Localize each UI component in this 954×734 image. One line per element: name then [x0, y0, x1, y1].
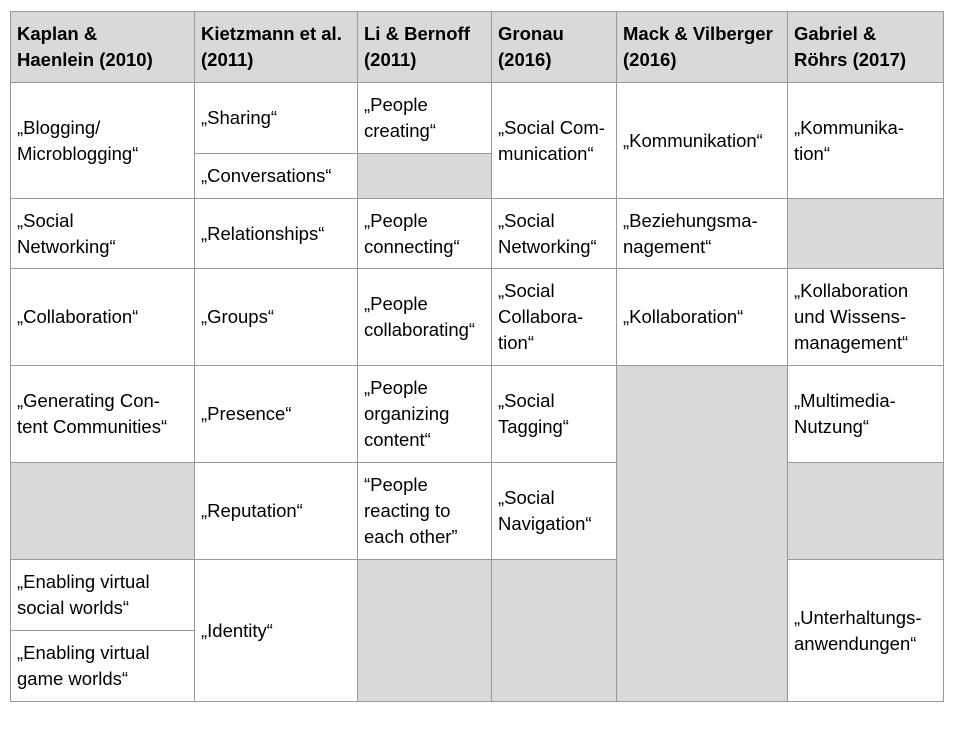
kietzmann-cell: „Conversations“: [195, 154, 358, 199]
li-bernoff-cell: „People collaborating“: [358, 269, 492, 366]
table-row: [11, 269, 944, 366]
kaplan-cell: „Blogging/ Microblogging“: [11, 83, 195, 199]
gronau-cell: „Social Networking“: [492, 199, 617, 269]
li-bernoff-cell: „People creating“: [358, 83, 492, 154]
empty-cell: [788, 199, 944, 269]
kaplan-cell: „Collaboration“: [11, 269, 195, 366]
empty-cell: [617, 366, 788, 702]
kietzmann-cell: „Sharing“: [195, 83, 358, 154]
empty-cell: [492, 560, 617, 702]
empty-cell: [788, 463, 944, 560]
table-row: [11, 83, 944, 154]
table-row: [11, 366, 944, 463]
li-bernoff-cell: “People reacting to each other”: [358, 463, 492, 560]
gronau-cell: „Social Tagging“: [492, 366, 617, 463]
gronau-cell: „Social Collabora- tion“: [492, 269, 617, 366]
header-mack-vilberger: Mack & Vilberger (2016): [617, 12, 788, 83]
gabriel-cell: „Kommunika- tion“: [788, 83, 944, 199]
empty-cell: [358, 560, 492, 702]
kietzmann-cell: „Relationships“: [195, 199, 358, 269]
gronau-cell: „Social Com- munication“: [492, 83, 617, 199]
gabriel-cell: „Multimedia- Nutzung“: [788, 366, 944, 463]
empty-cell: [358, 154, 492, 199]
li-bernoff-cell: „People connecting“: [358, 199, 492, 269]
header-gronau: Gronau (2016): [492, 12, 617, 83]
header-kaplan-haenlein: Kaplan & Haenlein (2010): [11, 12, 195, 83]
table-row: [11, 199, 944, 269]
gabriel-cell: „Unterhaltungs- anwendungen“: [788, 560, 944, 702]
kietzmann-cell: „Reputation“: [195, 463, 358, 560]
table-row: [11, 560, 944, 631]
kietzmann-cell: „Groups“: [195, 269, 358, 366]
kaplan-cell: „Social Networking“: [11, 199, 195, 269]
kaplan-cell: „Enabling virtual social worlds“: [11, 560, 195, 631]
table-row: [11, 463, 944, 560]
kaplan-cell: „Enabling virtual game worlds“: [11, 631, 195, 702]
li-bernoff-cell: „People organizing content“: [358, 366, 492, 463]
header-gabriel-roehrs: Gabriel & Röhrs (2017): [788, 12, 944, 83]
header-row: [11, 12, 944, 83]
kietzmann-cell: „Presence“: [195, 366, 358, 463]
mack-cell: „Beziehungsma- nagement“: [617, 199, 788, 269]
header-kietzmann: Kietzmann et al. (2011): [195, 12, 358, 83]
social-media-classification-table: [10, 11, 944, 702]
mack-cell: „Kommunikation“: [617, 83, 788, 199]
gabriel-cell: „Kollaboration und Wissens- management“: [788, 269, 944, 366]
header-li-bernoff: Li & Bernoff (2011): [358, 12, 492, 83]
kietzmann-cell: „Identity“: [195, 560, 358, 702]
mack-cell: „Kollaboration“: [617, 269, 788, 366]
kaplan-cell: „Generating Con- tent Communities“: [11, 366, 195, 463]
empty-cell: [11, 463, 195, 560]
gronau-cell: „Social Navigation“: [492, 463, 617, 560]
